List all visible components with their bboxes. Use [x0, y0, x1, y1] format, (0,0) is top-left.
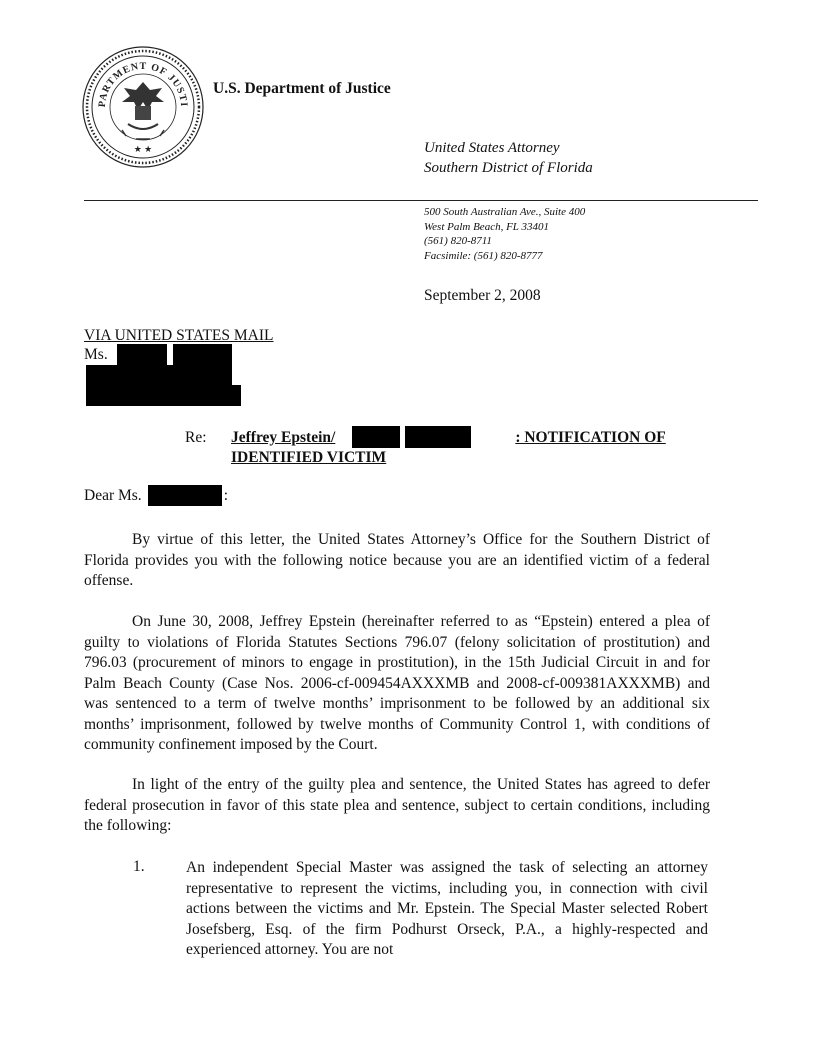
body-paragraph-1: By virtue of this letter, the United States Attorney’s Office for the Southern District of Florida provides you with the following notice because you are an identified victim of a federal offense. — [84, 531, 710, 589]
redaction-subject-1 — [352, 426, 400, 448]
body-paragraph-3: In light of the entry of the guilty plea and sentence, the United States has agreed to defer federal prosecution in favor of this state plea and sentence, subject to certain conditions, including the following: — [84, 776, 710, 834]
redaction-recipient-name-2 — [173, 344, 232, 365]
doj-seal-icon — [80, 44, 206, 170]
svg-text:★ ★: ★ ★ — [133, 144, 153, 154]
redaction-recipient-address-1 — [86, 365, 232, 385]
redaction-greeting-name — [148, 485, 222, 506]
subject-notification: : NOTIFICATION OF — [515, 429, 666, 446]
address-city: West Palm Beach, FL 33401 — [424, 220, 549, 233]
office-title: United States Attorney — [424, 140, 560, 156]
redaction-subject-2 — [405, 426, 471, 448]
list-item-number: 1. — [133, 858, 145, 875]
agency-name: U.S. Department of Justice — [213, 80, 391, 97]
subject-line-2: IDENTIFIED VICTIM — [231, 449, 387, 466]
letter-date: September 2, 2008 — [424, 287, 541, 304]
greeting-start: Dear Ms. — [84, 487, 142, 504]
delivery-method: VIA UNITED STATES MAIL — [84, 327, 274, 344]
redaction-recipient-address-2 — [86, 385, 241, 406]
address-phone: (561) 820-8711 — [424, 235, 492, 247]
header-divider — [84, 200, 758, 201]
recipient-name — [84, 346, 108, 364]
greeting-end: : — [223, 487, 228, 504]
redaction-recipient-name-1 — [117, 344, 167, 365]
subject-name: Jeffrey Epstein/ — [231, 429, 336, 446]
office-district: Southern District of Florida — [424, 160, 593, 176]
list-item-text: An independent Special Master was assigned the task of selecting an attorney representative to represent the victims, including you, in connection with civil actions between the victims and Mr. Epstein. The Special Master selected Robert Josefsberg, Esq. of the firm Podhurst Orseck, P.A., a highly-respected and experienced attorney. You are not — [186, 859, 708, 958]
address-street: 500 South Australian Ave., Suite 400 — [424, 206, 586, 218]
body-paragraph-2: On June 30, 2008, Jeffrey Epstein (hereinafter referred to as “Epstein) entered a plea of guilty to violations of Florida Statutes Sections 796.07 (felony solicitation of prostitution) and 796.03 (procurement of minors to engage in prostitution), in the 15th Judicial Circuit in and for Palm Beach County (Case Nos. 2006-cf-009454AXXXMB and 2008-cf-009381AXXXMB) and was sentenced to a term of twelve months’ imprisonment to be followed by an additional six months’ imprisonment, followed by twelve months of Community Control 1, with conditions of community confinement imposed by the Court. — [84, 613, 710, 753]
address-fax: Facsimile: (561) 820-8777 — [424, 249, 543, 262]
office-address — [424, 205, 585, 263]
recipient-prefix: Ms. — [84, 346, 108, 363]
svg-text:DEPARTMENT OF JUSTICE: PARTMENT OF JUSTI — [96, 60, 190, 108]
subject-label: Re: — [185, 429, 207, 446]
office-block — [424, 138, 593, 178]
